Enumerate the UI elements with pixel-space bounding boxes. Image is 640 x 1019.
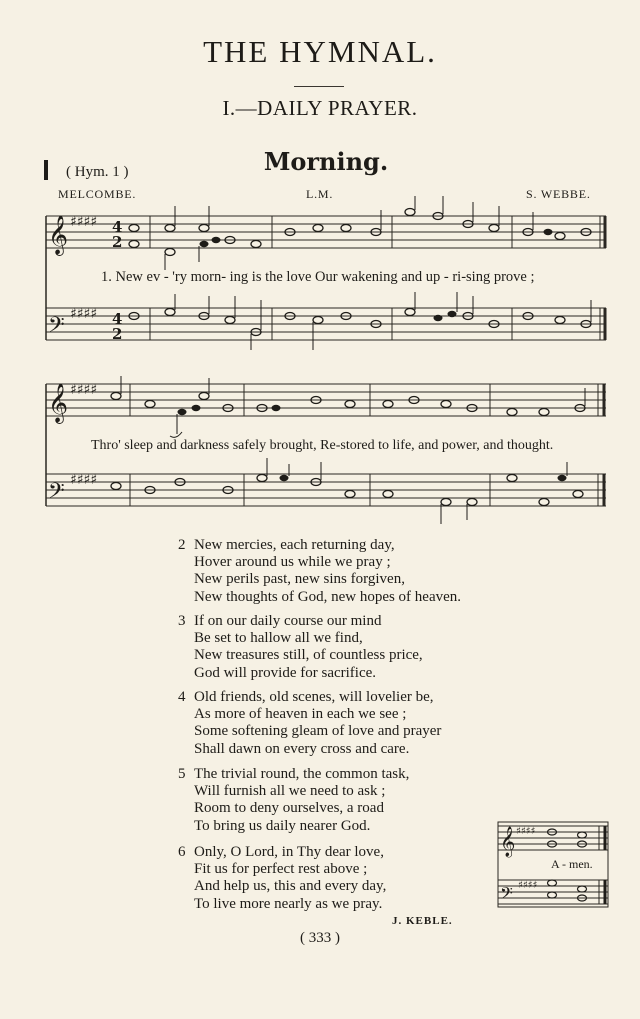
verse-4 xyxy=(178,689,441,758)
verse-line: As more of heaven in each we see ; xyxy=(194,706,407,723)
verse-line: Hover around us while we pray ; xyxy=(194,554,391,571)
staff-1-bass xyxy=(46,308,606,340)
verse-line: Some softening gleam of love and prayer xyxy=(194,723,442,740)
amen-text: A - men. xyxy=(551,857,593,871)
verse-line: The trivial round, the common task, xyxy=(194,766,410,782)
verse-number: 5 xyxy=(178,766,186,782)
svg-text:♯♯♯♯: ♯♯♯♯ xyxy=(70,306,98,322)
verse-number: 4 xyxy=(178,689,186,705)
svg-text:4: 4 xyxy=(112,310,123,328)
svg-text:𝄞: 𝄞 xyxy=(48,215,69,255)
verse-line: Be set to hallow all we find, xyxy=(194,630,363,647)
svg-text:𝄢: 𝄢 xyxy=(48,479,65,509)
svg-text:2: 2 xyxy=(112,325,123,343)
verse-line: New treasures still, of countless price, xyxy=(194,647,423,664)
verse-number: 2 xyxy=(178,537,186,553)
verse-line: To bring us daily nearer God. xyxy=(194,817,371,834)
verse-line: Shall dawn on every cross and care. xyxy=(194,740,410,757)
verse-line: And help us, this and every day, xyxy=(194,878,387,895)
verse-number: 6 xyxy=(178,844,186,860)
svg-text:♯♯♯♯: ♯♯♯♯ xyxy=(516,826,536,837)
verse-line: Room to deny ourselves, a road xyxy=(194,800,384,817)
svg-text:𝄢: 𝄢 xyxy=(48,313,65,343)
svg-text:𝄢: 𝄢 xyxy=(500,883,513,907)
verse-6 xyxy=(178,844,386,913)
verse-number: 3 xyxy=(178,613,186,629)
verse-line: Only, O Lord, in Thy dear love, xyxy=(194,844,384,860)
verse-line: God will provide for sacrifice. xyxy=(194,664,377,681)
svg-text:♯♯♯♯: ♯♯♯♯ xyxy=(70,214,98,230)
verse-2 xyxy=(178,537,461,606)
verse-line: New mercies, each returning day, xyxy=(194,537,395,553)
author: J. KEBLE. xyxy=(392,915,453,927)
hymn-title: Morning. xyxy=(263,147,389,176)
svg-text:♯♯♯♯: ♯♯♯♯ xyxy=(70,382,98,398)
svg-text:♯♯♯♯: ♯♯♯♯ xyxy=(518,880,538,891)
lyric-line-2: Thro' sleep and darkness safely brought, Re-stored to life, and power, and thought. xyxy=(91,438,554,453)
svg-text:♯♯♯♯: ♯♯♯♯ xyxy=(70,472,98,488)
book-title: THE HYMNAL. xyxy=(203,34,437,69)
composer: S. WEBBE. xyxy=(526,187,591,201)
svg-text:𝄞: 𝄞 xyxy=(500,827,516,857)
lyric-line-1: 1. New ev - 'ry morn- ing is the love Our wakening and up - ri-sing prove ; xyxy=(101,269,535,285)
verse-5 xyxy=(178,766,409,835)
staff-1-treble xyxy=(46,216,606,248)
verse-line: New perils past, new sins forgiven, xyxy=(194,571,405,588)
hymn-reference: ( Hym. 1 ) xyxy=(66,164,129,180)
verse-line: Old friends, old scenes, will lovelier be, xyxy=(194,689,434,705)
verse-line: Fit us for perfect rest above ; xyxy=(194,861,368,878)
tune-name: MELCOMBE. xyxy=(58,187,137,201)
svg-text:2: 2 xyxy=(112,233,123,251)
verse-line: Will furnish all we need to ask ; xyxy=(194,783,386,800)
verse-line: If on our daily course our mind xyxy=(194,613,382,629)
page-number: ( 333 ) xyxy=(300,930,340,946)
svg-text:4: 4 xyxy=(112,218,123,236)
section-title: I.—DAILY PRAYER. xyxy=(222,96,418,120)
meter: L.M. xyxy=(306,187,334,201)
verse-line: New thoughts of God, new hopes of heaven. xyxy=(194,588,462,605)
verse-line: To live more nearly as we pray. xyxy=(194,895,383,912)
svg-text:𝄞: 𝄞 xyxy=(48,383,69,423)
verse-3 xyxy=(178,613,423,682)
